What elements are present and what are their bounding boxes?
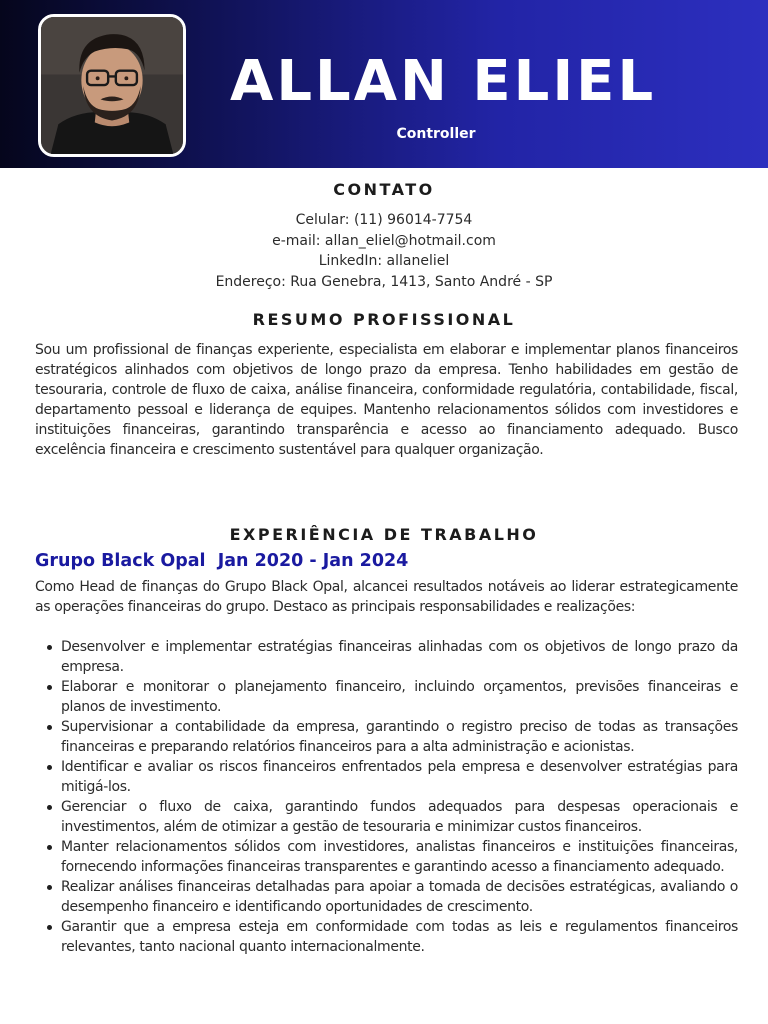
bullet-icon: [47, 885, 52, 890]
bullet-icon: [47, 765, 52, 770]
contact-address: Endereço: Rua Genebra, 1413, Santo André - SP: [215, 273, 553, 290]
summary-heading: RESUMO PROFISSIONAL: [252, 310, 516, 329]
bullet-icon: [47, 805, 52, 810]
bullet-icon: [47, 725, 52, 730]
job-intro: Como Head de finanças do Grupo Black Opal, alcancei resultados notáveis ao liderar estrategicamente as operações financeiras do grupo. Destaco as principais responsabilidades e realizações:: [35, 579, 738, 615]
candidate-role: Controller: [396, 126, 476, 142]
list-item: Garantir que a empresa esteja em conformidade com todas as leis e regulamentos financeiros relevantes, tanto nacional quanto internacionalmente.: [35, 917, 738, 957]
summary-text: Sou um profissional de finanças experiente, especialista em elaborar e implementar planos financeiros estratégicos alinhados com objetivos de longo prazo da empresa. Tenho habilidades em gestão de tesouraria, controle de fluxo de caixa, análise financeira, conformidade regulatória, contabilidade, fiscal, departamento pessoal e liderança de equipes. Mantenho relacionamentos sólidos com investidores e instituições financeiras, garantindo transparência e acesso ao financiamento adequado. Busco excelência financeira e crescimento sustentável para qualquer organização.: [35, 342, 738, 458]
list-item: Desenvolver e implementar estratégias financeiras alinhadas com os objetivos de longo prazo da empresa.: [35, 637, 738, 677]
contact-heading: CONTATO: [333, 180, 435, 199]
bullet-icon: [47, 685, 52, 690]
responsibilities-list: [35, 637, 738, 957]
candidate-name: ALLAN ELIEL: [230, 49, 657, 114]
list-item: Gerenciar o fluxo de caixa, garantindo fundos adequados para despesas operacionais e investimentos, além de otimizar a gestão de tesouraria e minimizar custos financeiros.: [35, 797, 738, 837]
profile-photo-image: [41, 17, 183, 154]
list-item: Manter relacionamentos sólidos com investidores, analistas financeiros e instituições financeiras, fornecendo informações financeiras transparentes e garantindo acesso a financiamento adequado.: [35, 837, 738, 877]
list-item: Identificar e avaliar os riscos financeiros enfrentados pela empresa e desenvolver estratégias para mitigá-los.: [35, 757, 738, 797]
contact-email: e-mail: allan_eliel@hotmail.com: [272, 232, 496, 249]
contact-list: [0, 210, 768, 292]
bullet-icon: [47, 845, 52, 850]
list-item: Elaborar e monitorar o planejamento financeiro, incluindo orçamentos, previsões financeiras e planos de investimento.: [35, 677, 738, 717]
list-item: Realizar análises financeiras detalhadas para apoiar a tomada de decisões estratégicas, avaliando o desempenho financeiro e identificando oportunidades de crescimento.: [35, 877, 738, 917]
contact-phone: Celular: (11) 96014-7754: [295, 212, 473, 228]
job-title: Grupo Black Opal Jan 2020 - Jan 2024: [35, 551, 409, 571]
bullet-icon: [47, 645, 52, 650]
contact-linkedin: LinkedIn: allaneliel: [318, 253, 450, 269]
list-item: Supervisionar a contabilidade da empresa, garantindo o registro preciso de todas as transações financeiras e preparando relatórios financeiros para a alta administração e acionistas.: [35, 717, 738, 757]
bullet-icon: [47, 925, 52, 930]
profile-photo: [38, 14, 186, 157]
header-banner: [0, 0, 768, 168]
experience-heading: EXPERIÊNCIA DE TRABALHO: [229, 525, 539, 544]
